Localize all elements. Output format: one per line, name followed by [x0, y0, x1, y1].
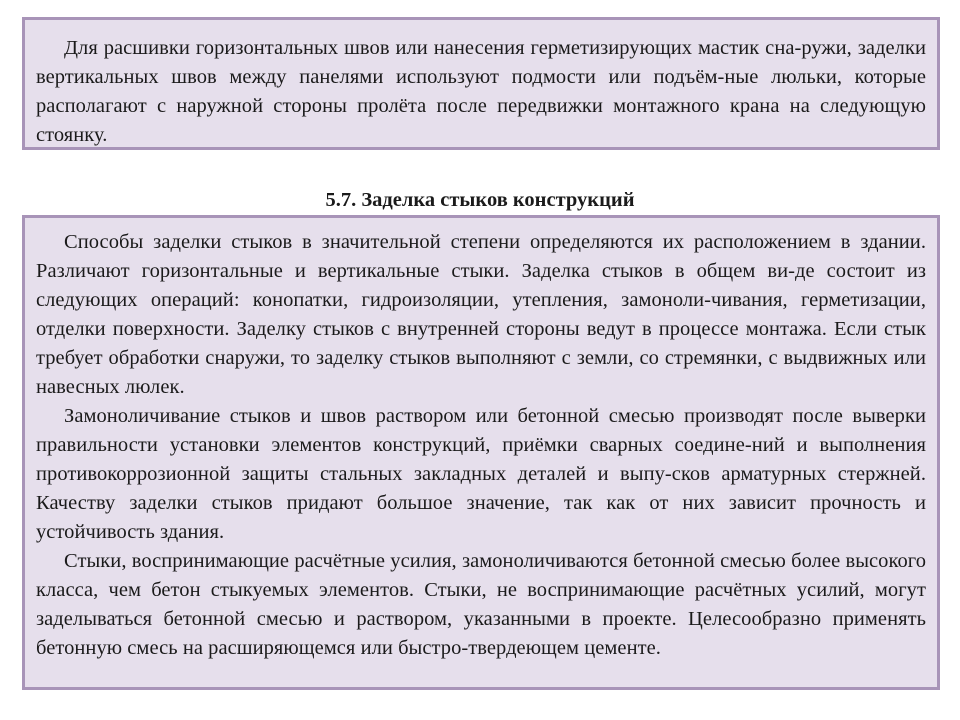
section-paragraph-3: Стыки, воспринимающие расчётные усилия, замоноличиваются бетонной смесью более высокого класса, чем бетон стыкуемых элементов. Стыки, не воспринимающие расчётных усилий, могут заделываться бетонной смесью и раствором, указанными в проекте. Целесообразно применять бетонную смесь на расширяющемся или быстро-твердеющем цементе. [36, 550, 926, 659]
section-text-box [22, 215, 940, 690]
section-paragraph-2: Замоноличивание стыков и швов раствором или бетонной смесью производят после выверки правильности установки элементов конструкций, приёмки сварных соедине-ний и выполнения противокоррозионной защиты стальных закладных деталей и выпу-сков арматурных стержней. Качеству заделки стыков придают большое значение, так как от них зависит прочность и устойчивость здания. [36, 405, 926, 543]
intro-text-box [22, 17, 940, 150]
section-heading: 5.7. Заделка стыков конструкций [325, 189, 635, 211]
section-paragraph-1: Способы заделки стыков в значительной степени определяются их расположением в здании. Различают горизонтальные и вертикальные стыки. Заделка стыков в общем ви-де состоит из следующих операций: конопатки, гидроизоляции, утепления, замоноли-чивания, герметизации, отделки поверхности. Заделку стыков с внутренней стороны ведут в процессе монтажа. Если стык требует обработки снаружи, то заделку стыков выполняют с земли, со стремянки, с выдвижных или навесных люлек. [36, 231, 926, 398]
intro-paragraph: Для расшивки горизонтальных швов или нанесения герметизирующих мастик сна-ружи, заделки вертикальных швов между панелями используют подмости или подъём-ные люльки, которые располагают с наружной стороны пролёта после передвижки монтажного крана на следующую стоянку. [36, 37, 926, 146]
